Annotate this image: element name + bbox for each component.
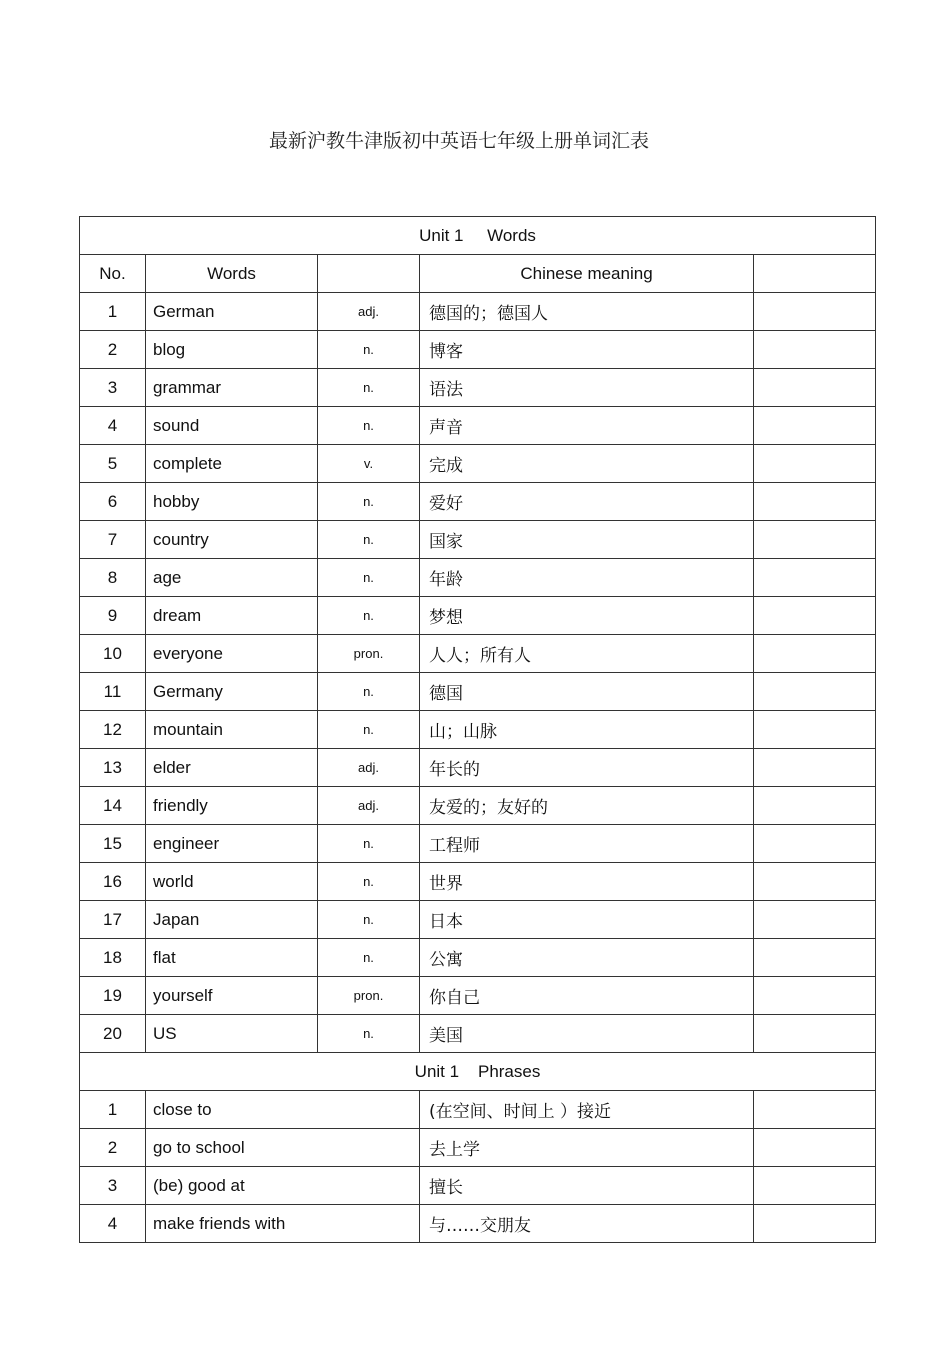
word-number: 19 [80, 977, 146, 1015]
phrase-row [80, 1091, 876, 1129]
blank-cell [754, 369, 876, 407]
phrase-number: 2 [80, 1129, 146, 1167]
word-row [80, 825, 876, 863]
words-section-header [80, 217, 876, 255]
header-words: Words [146, 255, 318, 293]
chinese-meaning: 德国 [420, 673, 754, 711]
chinese-meaning: 德国的；德国人 [420, 293, 754, 331]
part-of-speech: n. [318, 559, 420, 597]
word-number: 2 [80, 331, 146, 369]
word-number: 13 [80, 749, 146, 787]
word-text: mountain [146, 711, 318, 749]
word-number: 5 [80, 445, 146, 483]
part-of-speech: n. [318, 483, 420, 521]
word-text: friendly [146, 787, 318, 825]
chinese-meaning: 美国 [420, 1015, 754, 1053]
blank-cell [754, 483, 876, 521]
word-row [80, 331, 876, 369]
word-text: US [146, 1015, 318, 1053]
phrase-text: (be) good at [146, 1167, 420, 1205]
chinese-meaning: 友爱的；友好的 [420, 787, 754, 825]
phrase-number: 3 [80, 1167, 146, 1205]
blank-cell [754, 445, 876, 483]
header-chinese-meaning: Chinese meaning [420, 255, 754, 293]
part-of-speech: n. [318, 825, 420, 863]
word-number: 7 [80, 521, 146, 559]
word-text: age [146, 559, 318, 597]
chinese-meaning: 山；山脉 [420, 711, 754, 749]
phrase-row [80, 1167, 876, 1205]
blank-cell [754, 1167, 876, 1205]
phrase-text: make friends with [146, 1205, 420, 1243]
word-row [80, 445, 876, 483]
phrase-number: 4 [80, 1205, 146, 1243]
word-row [80, 673, 876, 711]
chinese-meaning: 声音 [420, 407, 754, 445]
chinese-meaning: 完成 [420, 445, 754, 483]
phrase-text: close to [146, 1091, 420, 1129]
blank-cell [754, 749, 876, 787]
part-of-speech: n. [318, 597, 420, 635]
blank-cell [754, 977, 876, 1015]
header-extra [754, 255, 876, 293]
word-row [80, 711, 876, 749]
phrase-row [80, 1205, 876, 1243]
word-number: 14 [80, 787, 146, 825]
word-row [80, 1015, 876, 1053]
word-number: 16 [80, 863, 146, 901]
word-number: 6 [80, 483, 146, 521]
word-text: hobby [146, 483, 318, 521]
phrases-section-header [80, 1053, 876, 1091]
word-text: complete [146, 445, 318, 483]
word-number: 15 [80, 825, 146, 863]
chinese-meaning: 爱好 [420, 483, 754, 521]
word-text: German [146, 293, 318, 331]
chinese-meaning: (在空间、时间上 ）接近 [420, 1091, 754, 1129]
word-number: 18 [80, 939, 146, 977]
word-number: 4 [80, 407, 146, 445]
word-text: grammar [146, 369, 318, 407]
blank-cell [754, 1091, 876, 1129]
blank-cell [754, 407, 876, 445]
part-of-speech: adj. [318, 787, 420, 825]
word-row [80, 787, 876, 825]
blank-cell [754, 1015, 876, 1053]
word-row [80, 559, 876, 597]
part-of-speech: n. [318, 369, 420, 407]
phrase-number: 1 [80, 1091, 146, 1129]
blank-cell [754, 293, 876, 331]
word-number: 12 [80, 711, 146, 749]
blank-cell [754, 939, 876, 977]
blank-cell [754, 863, 876, 901]
word-row [80, 635, 876, 673]
chinese-meaning: 工程师 [420, 825, 754, 863]
part-of-speech: n. [318, 331, 420, 369]
blank-cell [754, 673, 876, 711]
part-of-speech: n. [318, 521, 420, 559]
part-of-speech: pron. [318, 977, 420, 1015]
header-pos [318, 255, 420, 293]
part-of-speech: n. [318, 863, 420, 901]
chinese-meaning: 日本 [420, 901, 754, 939]
word-number: 10 [80, 635, 146, 673]
word-row [80, 977, 876, 1015]
word-row [80, 939, 876, 977]
vocabulary-table [79, 216, 876, 1243]
word-text: everyone [146, 635, 318, 673]
part-of-speech: pron. [318, 635, 420, 673]
word-row [80, 521, 876, 559]
part-of-speech: n. [318, 673, 420, 711]
chinese-meaning: 年长的 [420, 749, 754, 787]
part-of-speech: n. [318, 1015, 420, 1053]
page-title: 最新沪教牛津版初中英语七年级上册单词汇表 [268, 130, 649, 152]
chinese-meaning: 博客 [420, 331, 754, 369]
word-number: 8 [80, 559, 146, 597]
blank-cell [754, 331, 876, 369]
part-of-speech: adj. [318, 293, 420, 331]
chinese-meaning: 与……交朋友 [420, 1205, 754, 1243]
chinese-meaning: 世界 [420, 863, 754, 901]
chinese-meaning: 你自己 [420, 977, 754, 1015]
chinese-meaning: 公寓 [420, 939, 754, 977]
blank-cell [754, 901, 876, 939]
part-of-speech: n. [318, 939, 420, 977]
word-row [80, 293, 876, 331]
word-number: 9 [80, 597, 146, 635]
word-row [80, 597, 876, 635]
word-number: 11 [80, 673, 146, 711]
blank-cell [754, 1205, 876, 1243]
blank-cell [754, 1129, 876, 1167]
word-text: dream [146, 597, 318, 635]
word-number: 1 [80, 293, 146, 331]
word-text: engineer [146, 825, 318, 863]
blank-cell [754, 597, 876, 635]
word-text: Japan [146, 901, 318, 939]
word-text: Germany [146, 673, 318, 711]
column-header-row [80, 255, 876, 293]
word-text: flat [146, 939, 318, 977]
part-of-speech: v. [318, 445, 420, 483]
chinese-meaning: 语法 [420, 369, 754, 407]
words-section-title: Unit 1 Words [80, 217, 876, 255]
word-row [80, 863, 876, 901]
blank-cell [754, 787, 876, 825]
chinese-meaning: 年龄 [420, 559, 754, 597]
word-row [80, 369, 876, 407]
word-text: country [146, 521, 318, 559]
chinese-meaning: 去上学 [420, 1129, 754, 1167]
word-text: elder [146, 749, 318, 787]
phrase-text: go to school [146, 1129, 420, 1167]
blank-cell [754, 635, 876, 673]
part-of-speech: n. [318, 711, 420, 749]
word-row [80, 483, 876, 521]
word-row [80, 749, 876, 787]
word-row [80, 407, 876, 445]
part-of-speech: adj. [318, 749, 420, 787]
word-text: blog [146, 331, 318, 369]
chinese-meaning: 梦想 [420, 597, 754, 635]
chinese-meaning: 人人；所有人 [420, 635, 754, 673]
chinese-meaning: 擅长 [420, 1167, 754, 1205]
chinese-meaning: 国家 [420, 521, 754, 559]
part-of-speech: n. [318, 901, 420, 939]
word-number: 20 [80, 1015, 146, 1053]
word-text: yourself [146, 977, 318, 1015]
blank-cell [754, 559, 876, 597]
phrases-section-title: Unit 1 Phrases [80, 1053, 876, 1091]
word-text: world [146, 863, 318, 901]
word-number: 17 [80, 901, 146, 939]
blank-cell [754, 825, 876, 863]
blank-cell [754, 521, 876, 559]
header-no: No. [80, 255, 146, 293]
word-number: 3 [80, 369, 146, 407]
word-text: sound [146, 407, 318, 445]
part-of-speech: n. [318, 407, 420, 445]
blank-cell [754, 711, 876, 749]
word-row [80, 901, 876, 939]
phrase-row [80, 1129, 876, 1167]
